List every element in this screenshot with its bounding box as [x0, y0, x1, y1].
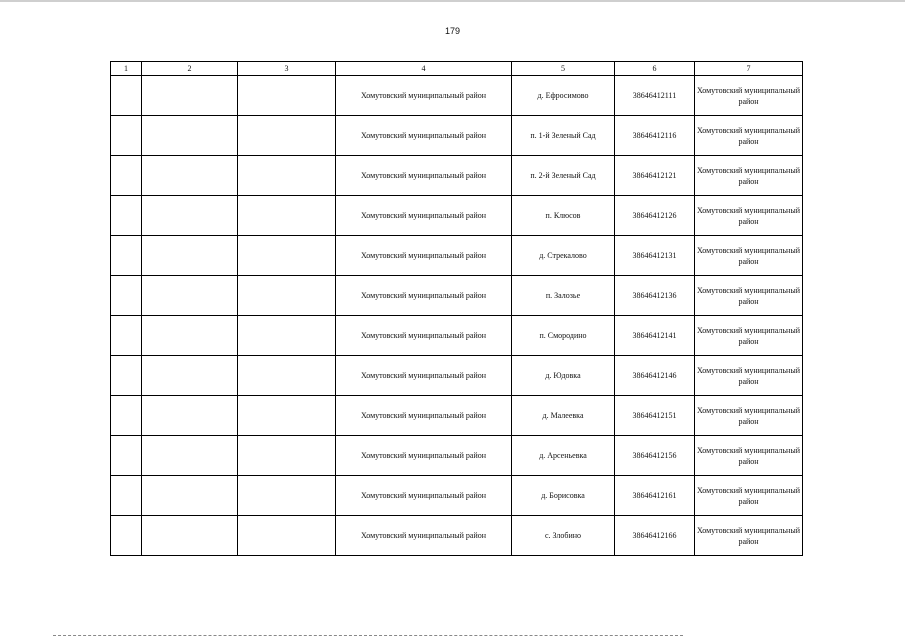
row-number-cell [111, 116, 142, 156]
registry-table [110, 61, 803, 556]
table-row [111, 316, 803, 356]
row-number-cell [111, 476, 142, 516]
table-row [111, 396, 803, 436]
column-3-cell [238, 516, 336, 556]
top-border-line [0, 0, 905, 2]
settlement-name-cell: п. 2-й Зеленый Сад [512, 156, 615, 196]
column-header: 2 [142, 62, 238, 76]
settlement-name-cell: п. Смородино [512, 316, 615, 356]
table-row [111, 156, 803, 196]
table-row [111, 116, 803, 156]
column-2-cell [142, 116, 238, 156]
row-number-cell [111, 316, 142, 356]
municipal-formation-cell: Хомутовский муниципальный район [695, 276, 803, 316]
settlement-name-cell: с. Злобино [512, 516, 615, 556]
municipal-district-cell: Хомутовский муниципальный район [336, 356, 512, 396]
column-2-cell [142, 356, 238, 396]
table-row [111, 276, 803, 316]
table-row [111, 516, 803, 556]
table-row [111, 196, 803, 236]
row-number-cell [111, 436, 142, 476]
table-row [111, 356, 803, 396]
municipal-district-cell: Хомутовский муниципальный район [336, 476, 512, 516]
municipal-district-cell: Хомутовский муниципальный район [336, 276, 512, 316]
oktmo-code-cell: 38646412156 [615, 436, 695, 476]
footer-divider [53, 635, 683, 636]
municipal-formation-cell: Хомутовский муниципальный район [695, 476, 803, 516]
column-header: 1 [111, 62, 142, 76]
oktmo-code-cell: 38646412166 [615, 516, 695, 556]
table-row [111, 76, 803, 116]
column-2-cell [142, 236, 238, 276]
municipal-district-cell: Хомутовский муниципальный район [336, 396, 512, 436]
settlement-name-cell: д. Арсеньевка [512, 436, 615, 476]
column-header: 3 [238, 62, 336, 76]
column-2-cell [142, 516, 238, 556]
municipal-district-cell: Хомутовский муниципальный район [336, 196, 512, 236]
municipal-district-cell: Хомутовский муниципальный район [336, 516, 512, 556]
settlement-name-cell: д. Малеевка [512, 396, 615, 436]
oktmo-code-cell: 38646412146 [615, 356, 695, 396]
column-3-cell [238, 156, 336, 196]
row-number-cell [111, 396, 142, 436]
row-number-cell [111, 516, 142, 556]
header-row [111, 62, 803, 76]
oktmo-code-cell: 38646412116 [615, 116, 695, 156]
column-3-cell [238, 276, 336, 316]
oktmo-code-cell: 38646412151 [615, 396, 695, 436]
column-header: 5 [512, 62, 615, 76]
row-number-cell [111, 76, 142, 116]
municipal-district-cell: Хомутовский муниципальный район [336, 76, 512, 116]
oktmo-code-cell: 38646412161 [615, 476, 695, 516]
table-row [111, 476, 803, 516]
municipal-district-cell: Хомутовский муниципальный район [336, 156, 512, 196]
settlement-name-cell: п. Залозье [512, 276, 615, 316]
municipal-formation-cell: Хомутовский муниципальный район [695, 156, 803, 196]
settlement-name-cell: п. Клюсов [512, 196, 615, 236]
column-2-cell [142, 316, 238, 356]
column-2-cell [142, 156, 238, 196]
municipal-district-cell: Хомутовский муниципальный район [336, 316, 512, 356]
settlement-name-cell: п. 1-й Зеленый Сад [512, 116, 615, 156]
column-3-cell [238, 76, 336, 116]
column-3-cell [238, 436, 336, 476]
municipal-district-cell: Хомутовский муниципальный район [336, 436, 512, 476]
row-number-cell [111, 196, 142, 236]
column-2-cell [142, 196, 238, 236]
municipal-formation-cell: Хомутовский муниципальный район [695, 316, 803, 356]
municipal-formation-cell: Хомутовский муниципальный район [695, 116, 803, 156]
oktmo-code-cell: 38646412111 [615, 76, 695, 116]
page-number: 179 [444, 26, 461, 36]
column-3-cell [238, 116, 336, 156]
oktmo-code-cell: 38646412131 [615, 236, 695, 276]
municipal-formation-cell: Хомутовский муниципальный район [695, 76, 803, 116]
column-3-cell [238, 396, 336, 436]
municipal-district-cell: Хомутовский муниципальный район [336, 236, 512, 276]
oktmo-code-cell: 38646412136 [615, 276, 695, 316]
row-number-cell [111, 356, 142, 396]
oktmo-code-cell: 38646412126 [615, 196, 695, 236]
column-2-cell [142, 276, 238, 316]
settlement-name-cell: д. Ефросимово [512, 76, 615, 116]
column-header: 7 [695, 62, 803, 76]
municipal-formation-cell: Хомутовский муниципальный район [695, 356, 803, 396]
oktmo-code-cell: 38646412121 [615, 156, 695, 196]
municipal-formation-cell: Хомутовский муниципальный район [695, 516, 803, 556]
municipal-formation-cell: Хомутовский муниципальный район [695, 236, 803, 276]
column-header: 6 [615, 62, 695, 76]
settlement-name-cell: д. Борисовка [512, 476, 615, 516]
row-number-cell [111, 236, 142, 276]
row-number-cell [111, 156, 142, 196]
row-number-cell [111, 276, 142, 316]
column-3-cell [238, 356, 336, 396]
municipal-formation-cell: Хомутовский муниципальный район [695, 396, 803, 436]
column-2-cell [142, 436, 238, 476]
oktmo-code-cell: 38646412141 [615, 316, 695, 356]
column-header: 4 [336, 62, 512, 76]
column-2-cell [142, 76, 238, 116]
column-2-cell [142, 476, 238, 516]
table-header [111, 62, 803, 76]
column-3-cell [238, 196, 336, 236]
table-row [111, 436, 803, 476]
column-3-cell [238, 236, 336, 276]
settlement-name-cell: д. Стрекалово [512, 236, 615, 276]
column-3-cell [238, 316, 336, 356]
table-row [111, 236, 803, 276]
municipal-formation-cell: Хомутовский муниципальный район [695, 436, 803, 476]
column-2-cell [142, 396, 238, 436]
table-body [111, 76, 803, 556]
municipal-district-cell: Хомутовский муниципальный район [336, 116, 512, 156]
settlement-name-cell: д. Юдовка [512, 356, 615, 396]
column-3-cell [238, 476, 336, 516]
municipal-formation-cell: Хомутовский муниципальный район [695, 196, 803, 236]
